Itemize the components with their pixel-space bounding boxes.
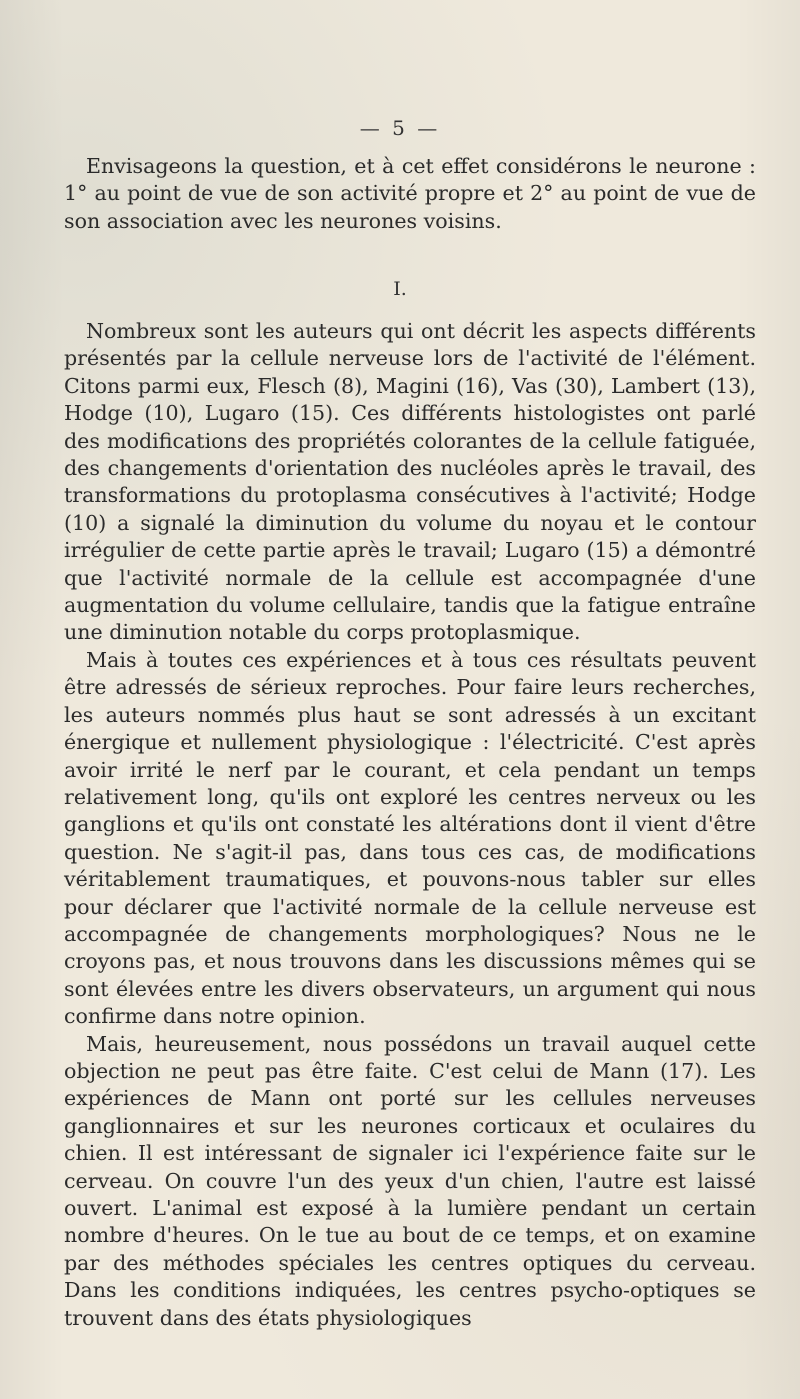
main-text [64,318,756,1332]
page-number: — 5 — [359,116,441,140]
intro-text [64,153,756,235]
intro-paragraph: Envisageons la question, et à cet effet considérons le neurone : 1° au point de vue de son activité propre et 2° au point de vue de son association avec les neurones voisins. [64,154,756,233]
paragraph-3: Mais, heureusement, nous possédons un travail auquel cette objection ne peut pas être faite. C'est celui de Mann (17). Les expériences de Mann ont porté sur les cellules nerveuses ganglionnaires et sur les neurones corticaux et oculaires du chien. Il est intéressant de signaler ici l'expérience faite sur le cerveau. On couvre l'un des yeux d'un chien, l'autre est laissé ouvert. L'animal est exposé à la lumière pendant un certain nombre d'heures. On le tue au bout de ce temps, et on examine par des méthodes spéciales les centres optiques du cerveau. Dans les conditions indiquées, les centres psycho-optiques se trouvent dans des états physiologiques [64,1031,756,1330]
paragraph-2: Mais à toutes ces expériences et à tous ces résultats peuvent être adressés de sérieux reproches. Pour faire leurs recherches, les auteurs nommés plus haut se sont adressés à un excitant énergique et nullement physiologique : l'électricité. C'est après avoir irrité le nerf par le courant, et cela pendant un temps relativement long, qu'ils ont exploré les centres nerveux ou les ganglions et qu'ils ont constaté les altérations dont il vient d'être question. Ne s'agit-il pas, dans tous ces cas, de modifications véritablement traumatiques, et pouvons-nous tabler sur elles pour déclarer que l'activité normale de la cellule nerveuse est accompagnée de changements morphologiques? Nous ne le croyons pas, et nous trouvons dans les discussions mêmes qui se sont élevées entre les divers observateurs, un argument qui nous confirme dans notre opinion. [64,647,756,1029]
section-heading: I. [393,278,407,300]
paragraph-1: Nombreux sont les auteurs qui ont décrit les aspects différents présentés par la cellule nerveuse lors de l'activité de l'élément. Citons parmi eux, Flesch (8), Magini (16), Vas (30), Lambert (13), Hodge (10), Lugaro (15). Ces différents histologistes ont parlé des modifications des propriétés colorantes de la cellule fatiguée, des changements d'orientation des nucléoles après le travail, des transformations du protoplasma consécutives à l'activité; Hodge (10) a signalé la diminution du volume du noyau et le contour irrégulier de cette partie après le travail; Lugaro (15) a démontré que l'activité normale de la cellule est accompagnée d'une augmentation du volume cellulaire, tandis que la fatigue entraîne une diminution notable du corps protoplasmique. [64,319,756,645]
